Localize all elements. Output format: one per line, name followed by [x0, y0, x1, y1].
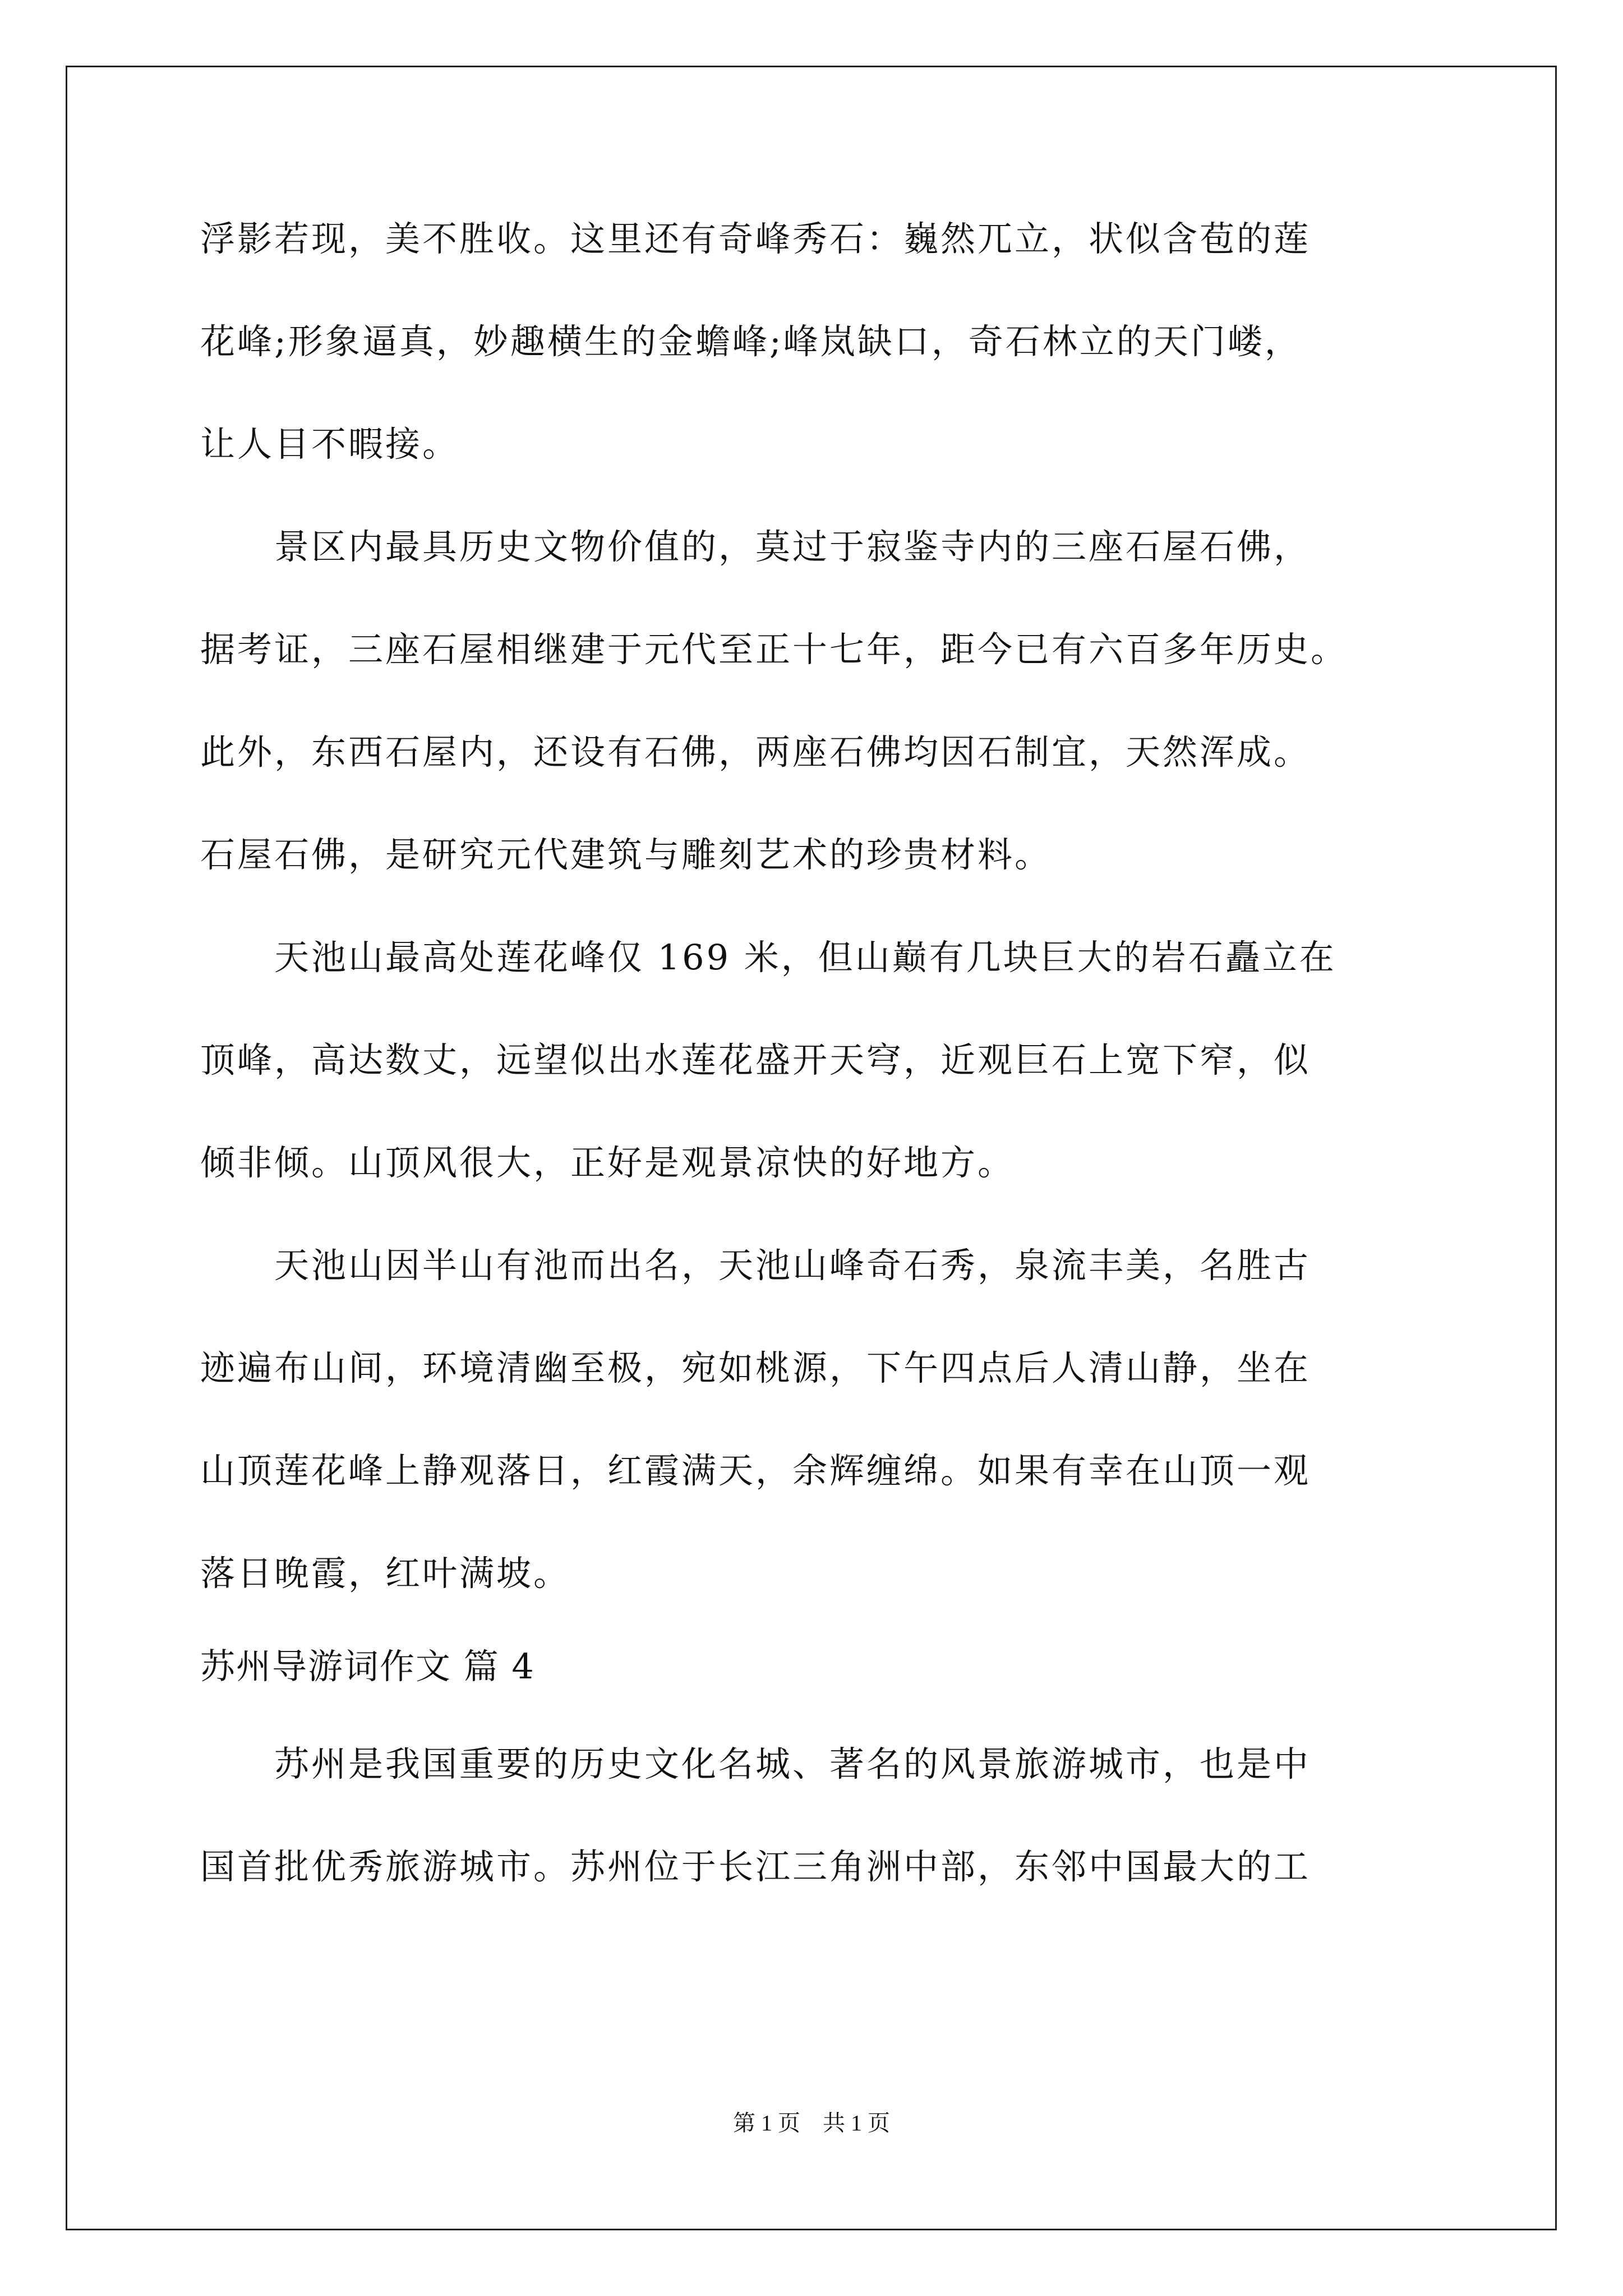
text-line: 此外，东西石屋内，还设有石佛，两座石佛均因石制宜，天然浑成。 [200, 731, 1311, 772]
text-line: 天池山最高处莲花峰仅 169 米，但山巅有几块巨大的岩石矗立在 [200, 937, 1336, 978]
text-line: 倾非倾。山顶风很大，正好是观景凉快的好地方。 [200, 1142, 1015, 1183]
text-line: 落日晚霞，红叶满坡。 [200, 1553, 571, 1594]
text-line: 让人目不暇接。 [200, 424, 460, 464]
text-line: 石屋石佛，是研究元代建筑与雕刻艺术的珍贵材料。 [200, 834, 1052, 875]
section-heading: 苏州导游词作文 篇 4 [200, 1646, 535, 1687]
text-line: 顶峰，高达数丈，远望似出水莲花盛开天穹，近观巨石上宽下窄，似 [200, 1039, 1311, 1080]
text-line: 山顶莲花峰上静观落日，红霞满天，余辉缠绵。如果有幸在山顶一观 [200, 1450, 1311, 1491]
text-line: 花峰;形象逼真，妙趣横生的金蟾峰;峰岚缺口，奇石林立的天门嵝， [200, 321, 1302, 362]
text-line: 浮影若现，美不胜收。这里还有奇峰秀石：巍然兀立，状似含苞的莲 [200, 218, 1311, 259]
page-footer: 第 1 页 共 1 页 [733, 2110, 890, 2136]
text-line: 迹遍布山间，环境清幽至极，宛如桃源，下午四点后人清山静，坐在 [200, 1347, 1311, 1388]
text-line: 天池山因半山有池而出名，天池山峰奇石秀，泉流丰美，名胜古 [200, 1245, 1311, 1286]
text-line: 据考证，三座石屋相继建于元代至正十七年，距今已有六百多年历史。 [200, 629, 1348, 670]
text-line: 国首批优秀旅游城市。苏州位于长江三角洲中部，东邻中国最大的工 [200, 1846, 1311, 1887]
text-line: 苏州是我国重要的历史文化名城、著名的风景旅游城市，也是中 [200, 1743, 1311, 1784]
text-line: 景区内最具历史文物价值的，莫过于寂鉴寺内的三座石屋石佛， [200, 526, 1311, 567]
